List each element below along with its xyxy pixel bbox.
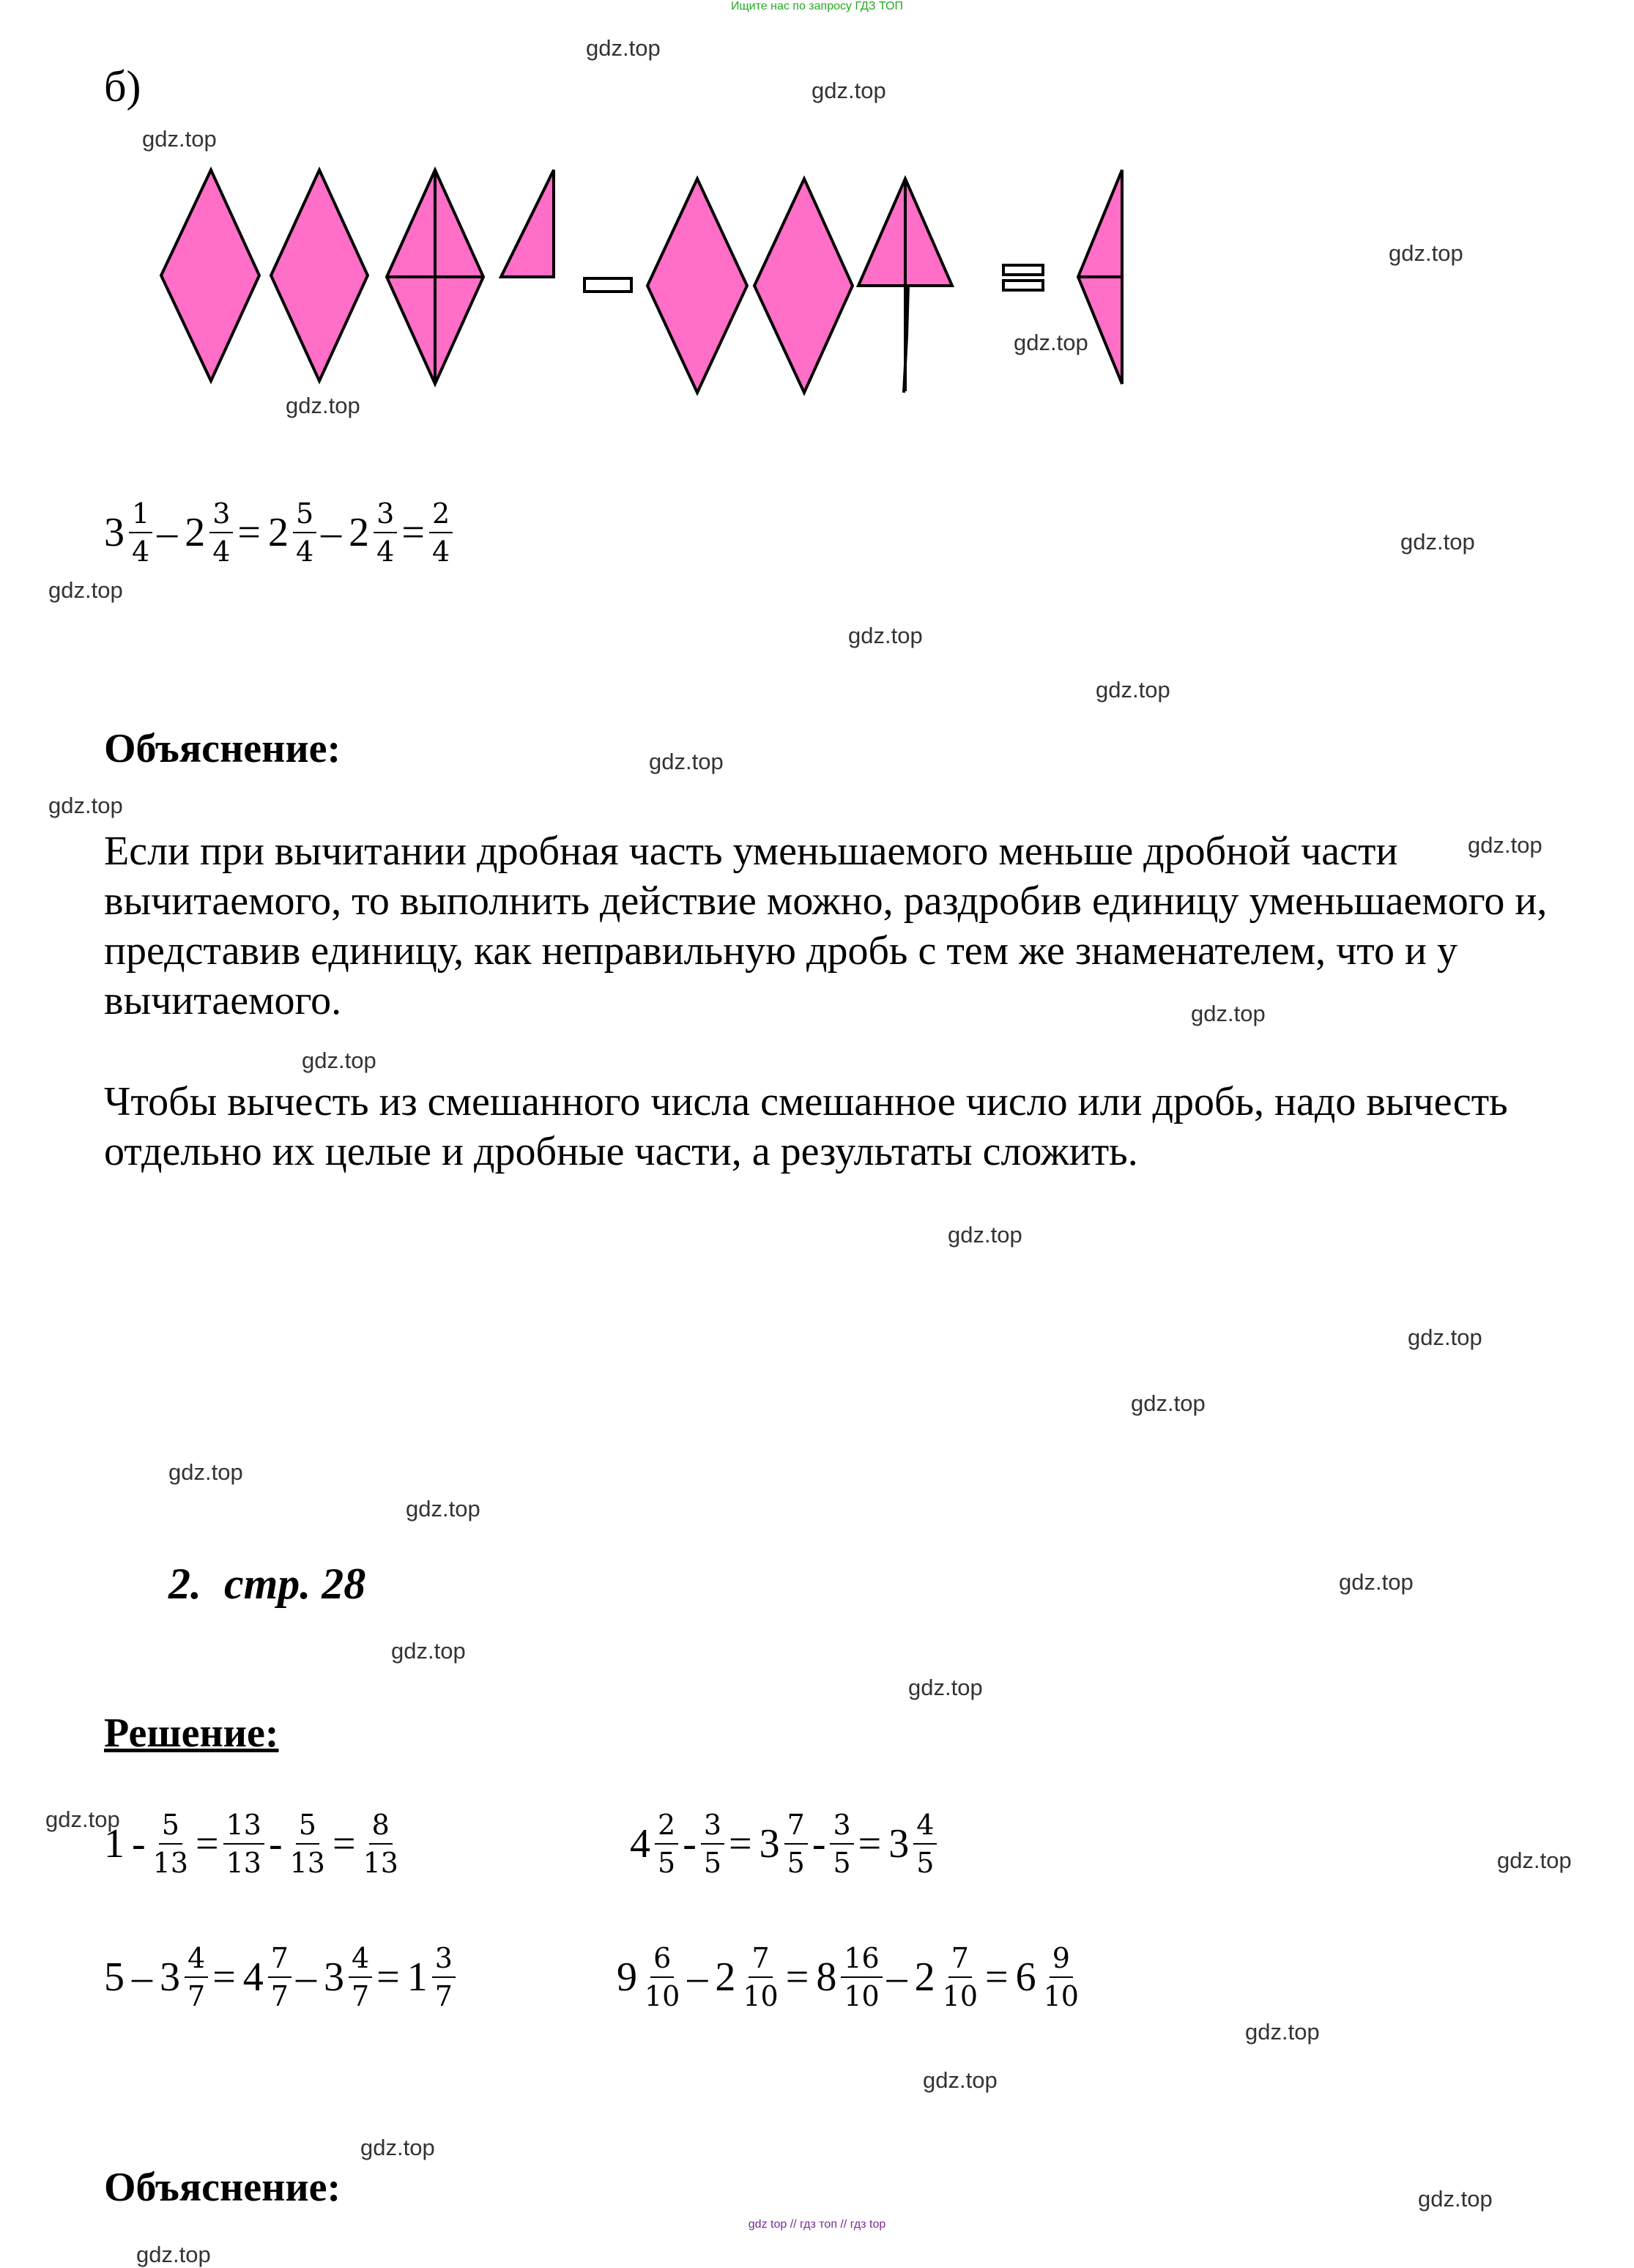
watermark: gdz.top xyxy=(848,623,923,648)
fraction: $\frac{7}{5}$ xyxy=(784,1806,808,1881)
fraction: $\frac{4}{7}$ xyxy=(349,1940,372,2015)
watermark: gdz.top xyxy=(1468,832,1542,858)
whole: 1 xyxy=(406,1954,428,2000)
fraction: $\frac{7}{10}$ xyxy=(940,1940,981,2015)
whole: 2 xyxy=(914,1954,935,2000)
watermark: gdz.top xyxy=(1131,1390,1206,1416)
whole: 5 xyxy=(104,1954,125,2000)
fraction: $\frac{9}{10}$ xyxy=(1041,1940,1082,2015)
fraction: $\frac{2}{4}$ xyxy=(429,495,453,570)
exercise-title: стр. 28 xyxy=(224,1560,366,1608)
watermark: gdz.top xyxy=(391,1638,466,1664)
bottom-banner: gdz top // гдз топ // гдз top xyxy=(748,2218,886,2231)
solution-equation-1 xyxy=(104,1806,406,1881)
fraction: $\frac{2}{5}$ xyxy=(655,1806,678,1881)
watermark: gdz.top xyxy=(586,35,661,61)
whole: 3 xyxy=(160,1954,180,2000)
watermark: gdz.top xyxy=(168,1459,243,1485)
solution-equation-3 xyxy=(104,1940,460,2015)
watermark: gdz.top xyxy=(1400,529,1475,555)
equals-bar-top xyxy=(1003,265,1043,275)
operator: = xyxy=(985,1954,1009,2000)
watermark: gdz.top xyxy=(302,1048,376,1073)
whole: 9 xyxy=(617,1954,637,2000)
watermark: gdz.top xyxy=(812,78,886,103)
equals-bar-bottom xyxy=(1003,281,1043,290)
fraction: $\frac{8}{13}$ xyxy=(360,1806,401,1881)
explanation-paragraph-1: Если при вычитании дробная часть уменьшаемого меньше дробной части вычитаемого, то выполнить действие можно, раздробив единицу уменьшаемого и, представив единицу, как неправильную дробь с тем же знаменателем, что и у вычитаемого. xyxy=(104,829,1548,1023)
rhombus-whole-1 xyxy=(161,170,259,381)
whole: 2 xyxy=(349,510,370,555)
solution-equation-2 xyxy=(630,1806,941,1881)
operator: – xyxy=(687,1954,708,2000)
operator: – xyxy=(886,1954,907,2000)
whole: 6 xyxy=(1015,1954,1036,2000)
watermark: gdz.top xyxy=(908,1675,983,1700)
fraction: $\frac{6}{10}$ xyxy=(642,1940,683,2015)
fraction: $\frac{5}{4}$ xyxy=(293,495,316,570)
operator: = xyxy=(858,1821,882,1867)
operator: = xyxy=(237,510,261,555)
solution-heading: Решение: xyxy=(104,1711,279,1756)
watermark: gdz.top xyxy=(1418,2186,1493,2212)
watermark: gdz.top xyxy=(1497,1848,1572,1873)
operator: – xyxy=(295,1954,316,2000)
whole: 3 xyxy=(104,510,125,555)
watermark: gdz.top xyxy=(48,793,123,818)
operator: = xyxy=(785,1954,809,2000)
whole: 1 xyxy=(104,1821,125,1867)
fraction: $\frac{4}{7}$ xyxy=(185,1940,208,2015)
operator: = xyxy=(401,510,425,555)
operator: - xyxy=(812,1821,826,1867)
watermark: gdz.top xyxy=(1191,1001,1266,1026)
watermark: gdz.top xyxy=(406,1496,480,1522)
operator: = xyxy=(196,1821,219,1867)
watermark: gdz.top xyxy=(1389,240,1463,266)
whole: 3 xyxy=(759,1821,780,1867)
operator: = xyxy=(729,1821,752,1867)
operator: = xyxy=(212,1954,236,2000)
watermark: gdz.top xyxy=(1014,330,1088,355)
fraction: $\frac{1}{4}$ xyxy=(129,495,152,570)
minus-sign xyxy=(584,278,631,292)
watermark: gdz.top xyxy=(1096,677,1170,703)
whole: 2 xyxy=(715,1954,736,2000)
whole: 2 xyxy=(185,510,206,555)
fraction: $\frac{3}{4}$ xyxy=(209,495,233,570)
whole: 3 xyxy=(888,1821,910,1867)
rhombus-diagram xyxy=(0,0,1634,454)
watermark: gdz.top xyxy=(923,2067,998,2093)
solution-equation-4 xyxy=(617,1940,1086,2015)
fraction: $\frac{3}{5}$ xyxy=(830,1806,853,1881)
watermark: gdz.top xyxy=(45,1806,120,1832)
fraction: $\frac{5}{13}$ xyxy=(287,1806,328,1881)
whole: 3 xyxy=(323,1954,344,2000)
fraction: $\frac{4}{5}$ xyxy=(913,1806,937,1881)
operator: – xyxy=(157,510,178,555)
fraction: $\frac{7}{10}$ xyxy=(740,1940,781,2015)
rhombus-whole-3 xyxy=(647,179,747,393)
fraction: $\frac{3}{4}$ xyxy=(374,495,397,570)
fraction: $\frac{5}{13}$ xyxy=(150,1806,191,1881)
part-b-label: б) xyxy=(104,62,141,111)
fraction: $\frac{16}{10}$ xyxy=(841,1940,882,2015)
explanation-heading: Объяснение: xyxy=(104,726,341,771)
fraction: $\frac{3}{5}$ xyxy=(701,1806,724,1881)
whole: 4 xyxy=(242,1954,264,2000)
rhombus-whole-4 xyxy=(754,179,853,393)
quarter-piece xyxy=(501,170,554,277)
whole: 4 xyxy=(630,1821,650,1867)
operator: – xyxy=(321,510,342,555)
operator: - xyxy=(683,1821,697,1867)
watermark: gdz.top xyxy=(360,2135,435,2160)
watermark: gdz.top xyxy=(142,126,217,152)
watermark: gdz.top xyxy=(286,393,360,418)
whole: 8 xyxy=(816,1954,837,2000)
rhombus-whole-2 xyxy=(271,170,368,381)
watermark: gdz.top xyxy=(48,577,123,603)
watermark: gdz.top xyxy=(649,749,724,774)
operator: - xyxy=(132,1821,146,1867)
fraction: $\frac{3}{7}$ xyxy=(432,1940,456,2015)
watermark: gdz.top xyxy=(1245,2019,1320,2045)
top-banner: Ищите нас по запросу ГДЗ ТОП xyxy=(731,0,903,12)
watermark: gdz.top xyxy=(948,1222,1022,1248)
explanation-heading-2: Объяснение: xyxy=(104,2165,341,2210)
operator: = xyxy=(332,1821,356,1867)
watermark: gdz.top xyxy=(136,2242,211,2267)
operator: = xyxy=(376,1954,400,2000)
fraction: $\frac{13}{13}$ xyxy=(223,1806,264,1881)
exercise-number: 2. xyxy=(168,1560,201,1608)
operator: - xyxy=(268,1821,283,1867)
fraction: $\frac{7}{7}$ xyxy=(268,1940,291,2015)
explanation-paragraph-2: Чтобы вычесть из смешанного числа смешанное число или дробь, надо вычесть отдельно их целые и дробные части, а результаты сложить. xyxy=(104,1079,1508,1174)
operator: – xyxy=(132,1954,152,2000)
watermark: gdz.top xyxy=(1408,1324,1482,1350)
diagram-equation xyxy=(104,495,457,570)
watermark: gdz.top xyxy=(1339,1569,1414,1595)
whole: 2 xyxy=(267,510,289,555)
